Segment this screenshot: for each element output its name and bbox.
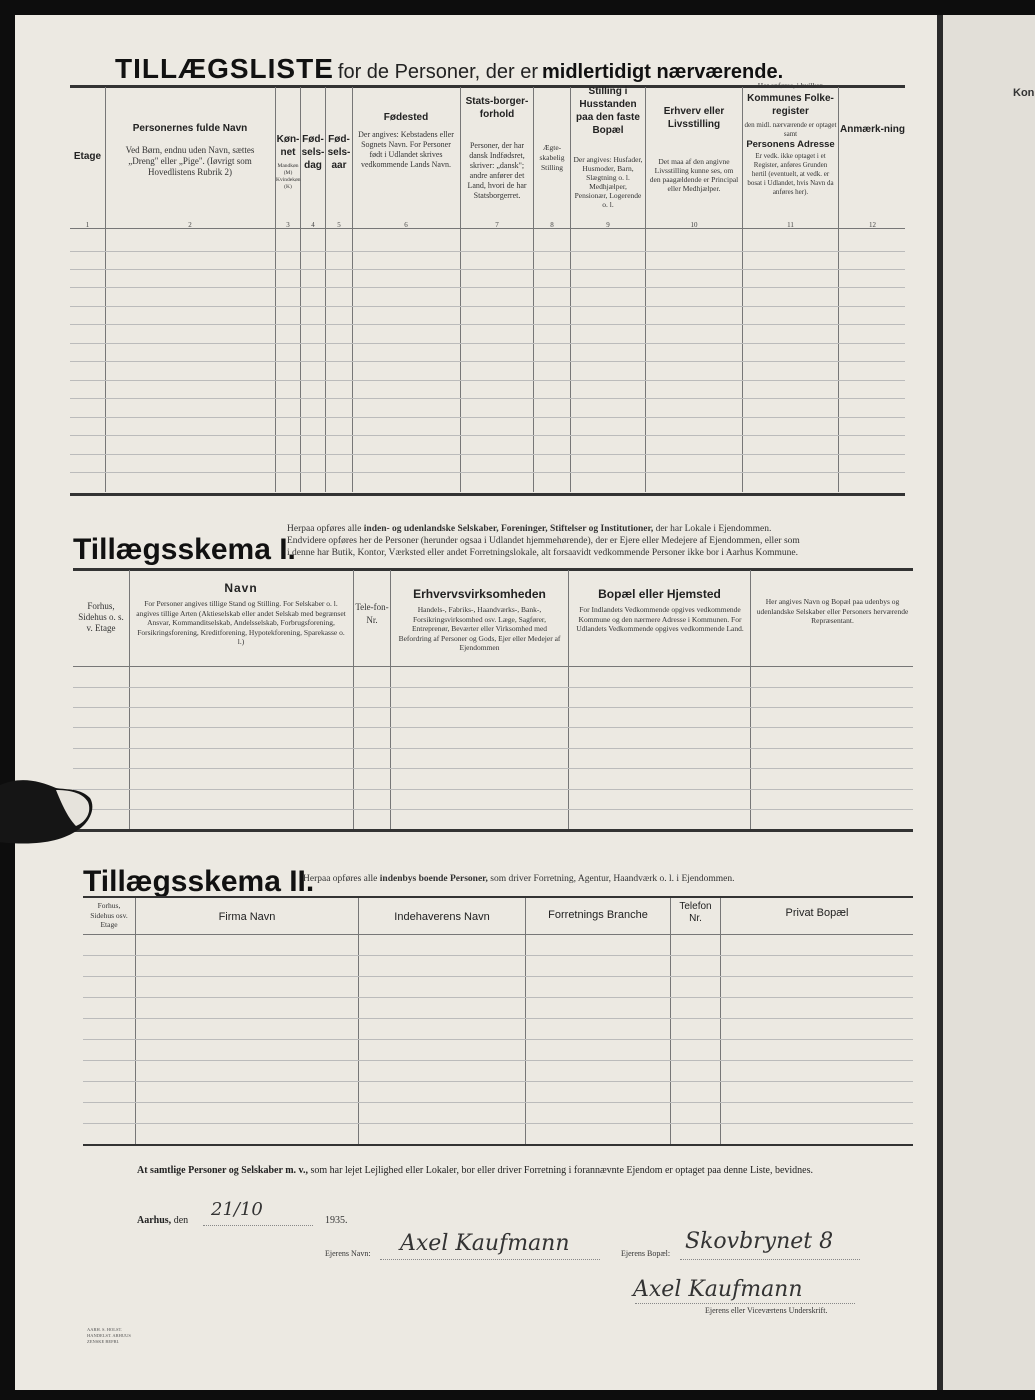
- s1-h-erhverv: Erhvervsvirksomheden: [413, 587, 546, 601]
- s2-h-branche: Forretnings Branche: [548, 909, 648, 921]
- s1-h-navn-desc: For Personer angives tillige Stand og Stilling. For Selskaber o. l. angives tillige Arten (Aktieselskab eller andet Selskab med begrænset Ansvar, Kommanditselskab, Andelsselskab, Forbrugsforening, Forsikringsforening, Kreditforening, Hypotekforening, Sparekasse o. l.): [136, 599, 346, 646]
- s1-col-divider: [390, 570, 391, 830]
- schema1-intro-c: der har Lokale i Ejendommen.: [655, 524, 772, 534]
- declaration: [137, 1165, 813, 1176]
- t1-h-stilling: Stilling i Husstanden paa den faste Bopæl: [576, 86, 640, 136]
- t1-col-divider: [533, 87, 534, 492]
- t1-num-12: 12: [869, 221, 876, 229]
- main-title-rest: for de Personer, der er: [337, 61, 538, 83]
- s1-h-telefon: Tele-fon-Nr.: [355, 602, 389, 625]
- schema1-title: Tillægsskema I.: [73, 533, 296, 566]
- city: Aarhus,: [137, 1215, 172, 1226]
- t1-h-erhverv: Erhverv eller Livsstilling: [663, 106, 725, 130]
- schema2-intro-c: som driver Forretning, Agentur, Haandværk o. l. i Ejendommen.: [490, 874, 735, 884]
- year: 1935.: [325, 1215, 348, 1226]
- declaration-rest: som har lejet Lejlighed eller Lokaler, bor eller driver Forretning i forannævnte Ejendom er optaget paa denne Liste, bevidnes.: [310, 1165, 813, 1176]
- s1-col-divider: [129, 570, 130, 830]
- s2-h-firma: Firma Navn: [218, 911, 276, 923]
- t1-num-11: 11: [787, 221, 794, 229]
- t1-h-dag: Fød-sels-dag: [301, 134, 325, 171]
- schema2-intro-b: indenbys boende Personer,: [379, 874, 488, 884]
- t1-h-aegte: Ægte-skabelig Stilling: [539, 143, 565, 172]
- owner-addr-label: Ejerens Bopæl:: [621, 1249, 671, 1258]
- t1-num-10: 10: [690, 221, 698, 229]
- schema2-intro: [303, 873, 734, 885]
- main-title: [115, 53, 783, 85]
- t1-h-fodested: Fødested: [383, 112, 429, 123]
- schema1-intro: [287, 523, 912, 559]
- t1-h-folkereg-desc: Er vedk. ikke optaget i et Register, anføres Grunden hertil (eventuelt, at vedk. er bosat i Udlandet, hvis Navn da anføres her).: [747, 152, 834, 196]
- t1-h-kon-desc: Mandkøn (M) Kvindekøn (K): [276, 163, 301, 190]
- t1-num-2: 2: [188, 221, 192, 229]
- owner-name-value: Axel Kaufmann: [400, 1231, 570, 1256]
- s2-h-etage: Forhus, Sidehus osv. Etage: [90, 901, 128, 929]
- t1-num-1: 1: [85, 221, 90, 229]
- facing-page: [943, 15, 1035, 1390]
- owner-name-label: Ejerens Navn:: [325, 1249, 371, 1258]
- signature-label: Ejerens eller Viceværtens Underskrift.: [705, 1306, 828, 1315]
- t1-h-folkereg-mid: den midl. nærværende er optaget samt: [744, 121, 837, 138]
- s1-col-divider: [568, 570, 569, 830]
- form-page: [15, 15, 937, 1390]
- s1-h-erhverv-desc: Handels-, Fabriks-, Haandværks-, Bank-, Forsikringsvirksomhed osv. Læge, Sagfører, Entreprenør, Beværter eller Virksomhed med Befordring af Personer og Gods, Ejer eller Medejer af Ejendommen: [398, 605, 561, 652]
- t1-col-divider: [570, 87, 571, 492]
- thumb-shadow: [0, 776, 96, 846]
- s2-h-telefon: Telefon Nr.: [679, 901, 712, 924]
- t1-h-kon: Køn-net: [276, 134, 300, 158]
- schema2-intro-a: Herpaa opføres alle: [303, 874, 378, 884]
- schema1-intro-b: inden- og udenlandske Selskaber, Foreninger, Stiftelser og Institutioner,: [363, 524, 654, 534]
- facing-page-fragment: Kon: [1013, 87, 1035, 99]
- t1-num-5: 5: [337, 221, 341, 229]
- t1-num-8: 8: [550, 221, 554, 229]
- s1-h-bopael-desc: For Indlandets Vedkommende opgives vedkommende Kommune og den nærmere Adresse i Kommunen. For Udlandets Vedkommende opgives vedkommende Land.: [576, 605, 744, 633]
- s1-col-divider: [750, 570, 751, 830]
- t1-num-3: 3: [286, 221, 290, 229]
- t1-h-erhverv-desc: Det maa af den angivne Livsstilling kunne ses, om den paagældende er Principal eller Medhjælper.: [649, 157, 739, 193]
- t1-num-4: 4: [311, 221, 315, 229]
- t1-h-stats-desc: Personer, der har dansk Indfødsret, skriver: „dansk"; andre anfører det Land, hvori de har Statsborgerret.: [467, 141, 527, 200]
- t1-col-divider: [460, 87, 461, 492]
- schema2-title: Tillægsskema II.: [83, 865, 315, 898]
- printer-mark: AARH. S. HOLST. HANDELST. ARHUUS ZENSKE BEFRI.: [87, 1327, 131, 1344]
- t1-col-divider: [105, 87, 106, 492]
- t1-col-divider: [645, 87, 646, 492]
- owner-addr-value: Skovbrynet 8: [685, 1229, 834, 1254]
- declaration-bold: At samtlige Personer og Selskaber m. v.,: [137, 1165, 309, 1176]
- schema1-intro-line2: Endvidere opføres her de Personer (herunder ogsaa i Udlandet hjemmehørende), der er Ejere eller Medejere af Ejendommen, eller som: [287, 536, 800, 546]
- schema1-intro-line3: i denne har Butik, Kontor, Værksted eller andet Forretningslokale, alt forsaavidt vedkommende Personer ikke bor i Aarhus Kommune.: [287, 548, 799, 558]
- signature-value: Axel Kaufmann: [633, 1277, 803, 1302]
- t1-h-stats: Stats-borger-forhold: [465, 96, 529, 120]
- s1-h-navn: Navn: [224, 581, 258, 595]
- date-line: [137, 1215, 188, 1226]
- t1-h-etage: Etage: [73, 151, 102, 162]
- main-title-big: TILLÆGSLISTE: [115, 53, 334, 84]
- t1-h-aar: Fød-sels-aar: [327, 134, 351, 171]
- den-label: den: [173, 1215, 189, 1226]
- date-handwritten: 21/10: [211, 1199, 263, 1220]
- t1-col-divider: [838, 87, 839, 492]
- s1-h-etage: Forhus, Sidehus o. s. v. Etage: [78, 601, 124, 633]
- t1-num-9: 9: [606, 221, 610, 229]
- main-title-bold: midlertidigt nærværende.: [542, 61, 784, 83]
- t1-num-7: 7: [495, 221, 499, 229]
- t1-h-folkereg-addr: Personens Adresse: [746, 139, 835, 150]
- schema1-intro-a: Herpaa opføres alle: [287, 524, 362, 534]
- s1-h-bopael: Bopæl eller Hjemsted: [598, 587, 721, 601]
- s2-h-indehaver: Indehaverens Navn: [394, 911, 490, 923]
- t1-h-anm: Anmærk-ning: [840, 124, 905, 135]
- t1-col-divider: [352, 87, 353, 492]
- t1-num-6: 6: [404, 221, 408, 229]
- t1-h-name-desc: Ved Børn, endnu uden Navn, sættes „Dreng" eller „Pige". (Iøvrigt som Hovedlistens Rubrik 2): [125, 145, 255, 177]
- t1-h-folkereg-top: Her anføres, i hvilken: [757, 81, 824, 90]
- t1-h-name: Personernes fulde Navn: [132, 123, 248, 134]
- t1-h-stilling-desc: Der angives: Husfader, Husmoder, Barn, Slægtning o. l. Medhjælper, Pensionær, Logerende o. l.: [573, 155, 643, 209]
- t1-col-divider: [742, 87, 743, 492]
- s1-h-repr-desc: Her angives Navn og Bopæl paa udenbys og udenlandske Selskaber eller Personers herværende Repræsentant.: [756, 597, 909, 625]
- s2-h-bopael: Privat Bopæl: [785, 907, 849, 919]
- t1-h-folkereg: Kommunes Folke-register: [747, 93, 834, 117]
- s1-col-divider: [353, 570, 354, 830]
- t1-h-fodested-desc: Der angives: Kebstadens eller Sognets Navn. For Personer født i Udlandet skrives vedkommende Lands Navn.: [358, 130, 454, 169]
